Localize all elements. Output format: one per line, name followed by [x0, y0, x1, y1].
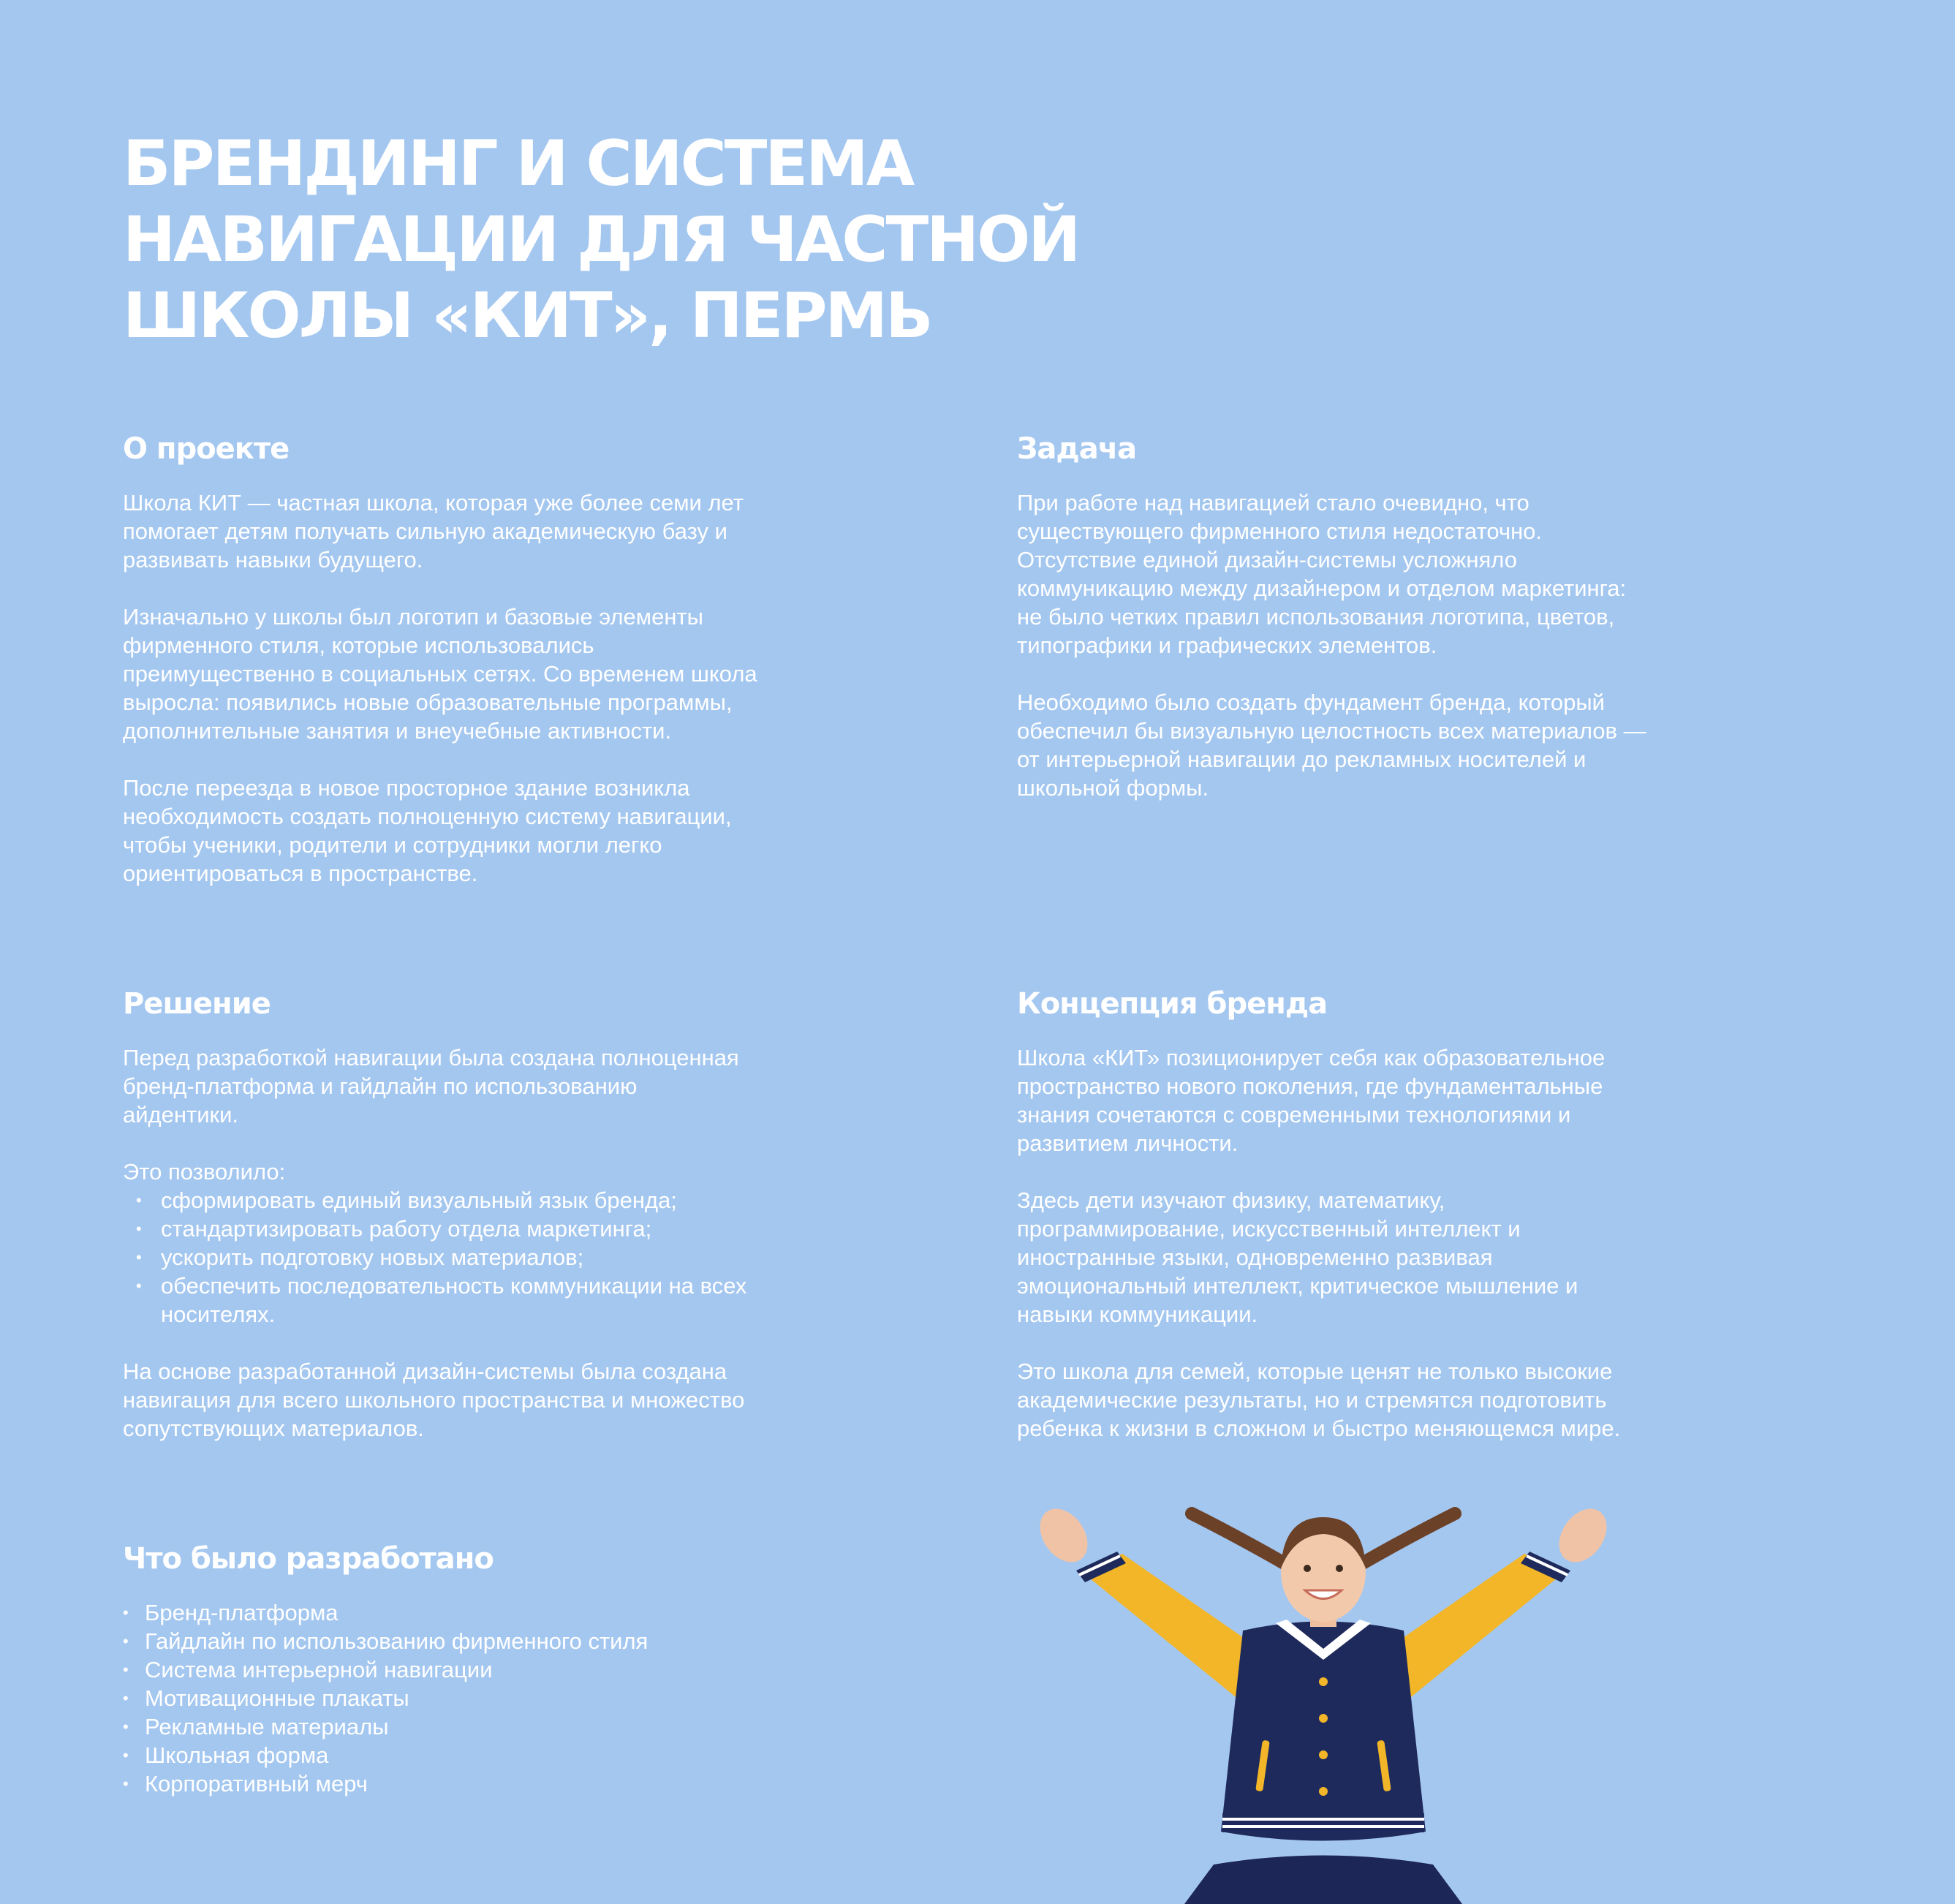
- solution-outro: На основе разработанной дизайн-системы была создана навигация для всего школьного пространства и множество сопутствующих материалов.: [123, 1359, 745, 1441]
- list-item: [123, 1186, 854, 1214]
- about-section: [123, 430, 854, 888]
- deliverables-heading: Что было разработано: [123, 1542, 494, 1576]
- list-item-text: Школьная форма: [145, 1742, 329, 1768]
- about-paragraph: Изначально у школы был логотип и базовые элементы фирменного стиля, которые использовались преимущественно в социальных сетях. Со временем школа выросла: появились новые образовательные программы, дополнительные занятия и внеучебные активности.: [123, 604, 757, 744]
- bullet-icon: •: [136, 1191, 142, 1209]
- concept-paragraph: Школа «КИТ» позиционирует себя как образовательное пространство нового поколения, где фундаментальные знания сочетаются с современными технологиями и развитием личности.: [1017, 1045, 1606, 1156]
- concept-paragraph: Это школа для семей, которые ценят не только высокие академические результаты, но и стремятся подготовить ребенка к жизни в сложном и быстро меняющемся мире.: [1017, 1359, 1621, 1441]
- solution-intro: Перед разработкой навигации была создана полноценная бренд-платформа и гайдлайн по использованию айдентики.: [123, 1045, 739, 1127]
- list-item-text: Мотивационные плакаты: [145, 1685, 409, 1711]
- solution-bullet-list: [123, 1186, 854, 1329]
- bullet-icon: •: [123, 1603, 129, 1622]
- list-item: [123, 1243, 854, 1272]
- list-item-text: Гайдлайн по использованию фирменного стиля: [145, 1628, 648, 1654]
- solution-heading: Решение: [123, 987, 271, 1021]
- left-hand: [1030, 1500, 1097, 1571]
- list-item: [123, 1272, 854, 1329]
- concept-paragraph: Здесь дети изучают физику, математику, программирование, искусственный интеллект и иностранные языки, одновременно развивая эмоциональный интеллект, критическое мышление и навыки коммуникации.: [1017, 1187, 1578, 1327]
- list-item-text: сформировать единый визуальный язык бренда;: [161, 1187, 677, 1213]
- bullet-icon: •: [123, 1775, 129, 1793]
- task-paragraph: При работе над навигацией стало очевидно, что существующего фирменного стиля недостаточно. Отсутствие единой дизайн-системы усложняло коммуникацию между дизайнером и отделом маркетинга: не было четких правил использования логотипа, цветов, типографики и графических элементов.: [1017, 490, 1627, 658]
- bullet-icon: •: [123, 1718, 129, 1736]
- list-item-text: обеспечить последовательность коммуникации на всех носителях.: [161, 1273, 747, 1327]
- list-item: [123, 1769, 854, 1798]
- list-item: [123, 1655, 854, 1684]
- left-sleeve: [1082, 1554, 1265, 1700]
- list-item: [123, 1214, 854, 1243]
- bullet-icon: •: [136, 1220, 142, 1238]
- list-item-text: Корпоративный мерч: [145, 1771, 368, 1797]
- concept-section: [1017, 985, 1748, 1443]
- solution-lead: Это позволило:: [123, 1159, 286, 1185]
- bullet-icon: •: [136, 1248, 142, 1266]
- right-braid: [1360, 1514, 1455, 1565]
- about-paragraph: После переезда в новое просторное здание возникла необходимость создать полноценную систему навигации, чтобы ученики, родители и сотрудники могли легко ориентироваться в пространстве.: [123, 775, 732, 886]
- bullet-icon: •: [123, 1632, 129, 1650]
- list-item-text: Система интерьерной навигации: [145, 1657, 493, 1682]
- task-paragraph: Необходимо было создать фундамент бренда, который обеспечил бы визуальную целостность всех материалов — от интерьерной навигации до рекламных носителей и школьной формы.: [1017, 690, 1646, 801]
- page-title: [123, 126, 1366, 354]
- bullet-icon: •: [123, 1746, 129, 1764]
- list-item-text: стандартизировать работу отдела маркетинга;: [161, 1216, 652, 1242]
- right-sleeve: [1382, 1554, 1565, 1700]
- bullet-icon: •: [123, 1661, 129, 1679]
- deliverables-section: [123, 1540, 854, 1826]
- bullet-icon: •: [123, 1689, 129, 1707]
- list-item: [123, 1627, 854, 1655]
- bullet-icon: •: [136, 1277, 142, 1295]
- list-item-text: ускорить подготовку новых материалов;: [161, 1244, 584, 1270]
- concept-heading: Концепция бренда: [1017, 987, 1328, 1021]
- list-item: [123, 1712, 854, 1741]
- list-item: [123, 1598, 854, 1627]
- list-item: [123, 1684, 854, 1712]
- deliverables-list: [123, 1598, 854, 1798]
- title-line: ШКОЛЫ «КИТ», ПЕРМЬ: [123, 279, 931, 352]
- about-heading: О проекте: [123, 432, 290, 466]
- left-braid: [1192, 1514, 1287, 1565]
- skirt: [1184, 1856, 1462, 1904]
- task-section: [1017, 430, 1748, 802]
- title-line: НАВИГАЦИИ ДЛЯ ЧАСТНОЙ: [123, 203, 1079, 276]
- about-paragraph: Школа КИТ — частная школа, которая уже более семи лет помогает детям получать сильную академическую базу и развивать навыки будущего.: [123, 490, 744, 573]
- task-heading: Задача: [1017, 432, 1137, 466]
- title-line: БРЕНДИНГ И СИСТЕМА: [123, 127, 913, 200]
- list-item: [123, 1741, 854, 1769]
- solution-section: [123, 985, 854, 1443]
- student-photo: [994, 1484, 1652, 1904]
- right-hand: [1549, 1500, 1616, 1571]
- list-item-text: Бренд-платформа: [145, 1600, 339, 1625]
- list-item-text: Рекламные материалы: [145, 1714, 389, 1739]
